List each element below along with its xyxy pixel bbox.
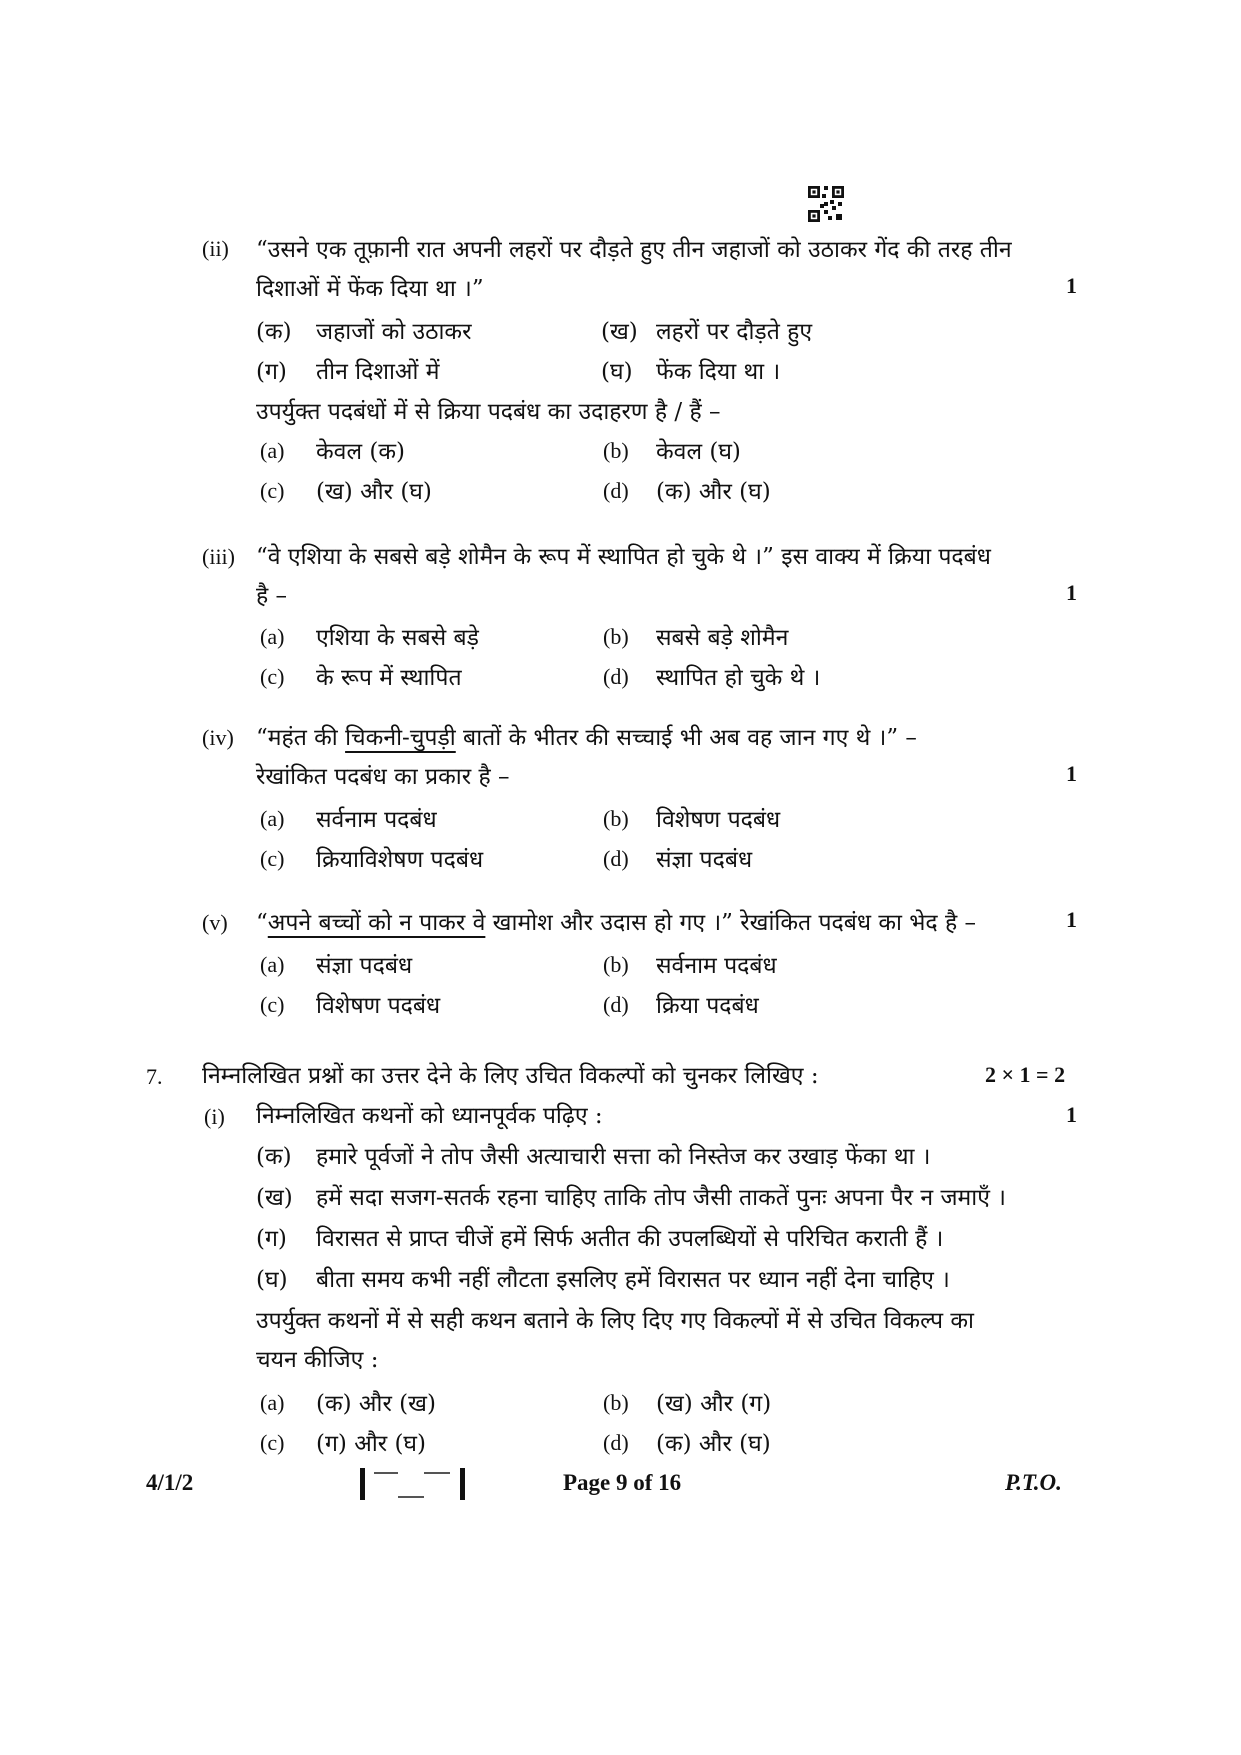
question-number: (iii) (202, 544, 235, 569)
option-label: (b) (603, 438, 629, 463)
question-number: (ii) (202, 236, 229, 261)
option-text: एशिया के सबसे बड़े (316, 625, 479, 651)
question-stem: उपर्युक्त पदबंधों में से क्रिया पदबंध का उदाहरण है / हैं – (256, 399, 721, 425)
text-segment: खामोश और उदास हो गए ।” रेखांकित पदबंध का भेद है – (485, 910, 976, 936)
option-label: (ग) (256, 359, 287, 385)
question-text: है – (256, 583, 288, 609)
option-text: संज्ञा पदबंध (316, 953, 413, 979)
statement-label: (घ) (256, 1267, 288, 1293)
question-marks: 2 × 1 = 2 (985, 1062, 1066, 1087)
option-text: (क) और (ख) (316, 1391, 436, 1417)
option-label: (d) (603, 478, 629, 503)
option-text: स्थापित हो चुके थे । (656, 665, 821, 691)
text-segment: “महंत की (256, 725, 346, 751)
option-text: लहरों पर दौड़ते हुए (656, 319, 813, 345)
option-label: (c) (260, 846, 285, 871)
option-text: विशेषण पदबंध (316, 993, 441, 1019)
option-text: केवल (क) (316, 439, 405, 465)
statement-label: (क) (256, 1144, 292, 1170)
statement-text: हमें सदा सजग-सतर्क रहना चाहिए ताकि तोप जैसी ताकतें पुनः अपना पैर न जमाएँ । (316, 1185, 1007, 1211)
option-text: के रूप में स्थापित (316, 665, 462, 691)
option-label: (b) (603, 806, 629, 831)
question-number: (iv) (202, 725, 234, 750)
statement-text: हमारे पूर्वजों ने तोप जैसी अत्याचारी सत्ता को निस्तेज कर उखाड़ फेंका था । (316, 1144, 931, 1170)
question-number: (i) (204, 1104, 225, 1129)
option-text: (क) और (घ) (656, 1431, 771, 1457)
text-segment: बातों के भीतर की सच्चाई भी अब वह जान गए थे ।” – (455, 725, 917, 751)
option-label: (c) (260, 664, 285, 689)
option-label: (b) (603, 624, 629, 649)
option-text: (ख) और (घ) (316, 479, 432, 505)
statement-label: (ग) (256, 1226, 287, 1252)
question-text (256, 905, 976, 937)
page-number: Page 9 of 16 (563, 1470, 682, 1495)
option-text: सर्वनाम पदबंध (656, 953, 777, 979)
option-label: (a) (260, 952, 285, 977)
option-label: (c) (260, 1430, 285, 1455)
option-label: (a) (260, 1390, 285, 1415)
question-text: “उसने एक तूफ़ानी रात अपनी लहरों पर दौड़ते हुए तीन जहाजों को उठाकर गेंद की तरह तीन (256, 237, 1012, 263)
option-text: विशेषण पदबंध (656, 807, 781, 833)
option-text: सबसे बड़े शोमैन (656, 625, 789, 651)
underlined-phrase: अपने बच्चों को न पाकर वे (267, 910, 486, 936)
option-label: (ख) (601, 319, 638, 345)
text-segment: “ (256, 910, 268, 936)
question-marks: 1 (1066, 907, 1077, 932)
question-number: 7. (146, 1064, 163, 1089)
option-text: केवल (घ) (656, 439, 741, 465)
option-text: (क) और (घ) (656, 479, 771, 505)
option-label: (a) (260, 624, 285, 649)
question-marks: 1 (1066, 273, 1077, 298)
option-text: फेंक दिया था । (656, 359, 781, 385)
option-label: (d) (603, 1430, 629, 1455)
option-label: (a) (260, 438, 285, 463)
pto-label: P.T.O. (1005, 1470, 1062, 1495)
qr-code-icon (808, 186, 844, 222)
option-text: जहाजों को उठाकर (316, 319, 472, 345)
option-text: (ग) और (घ) (316, 1431, 426, 1457)
statement-label: (ख) (256, 1185, 293, 1211)
question-stem: निम्नलिखित प्रश्नों का उत्तर देने के लिए उचित विकल्पों को चुनकर लिखिए : (202, 1063, 819, 1089)
question-text: रेखांकित पदबंध का प्रकार है – (256, 764, 510, 790)
barcode-icon (360, 1466, 468, 1502)
option-text: तीन दिशाओं में (316, 359, 440, 385)
option-text: संज्ञा पदबंध (656, 847, 753, 873)
question-stem: चयन कीजिए : (256, 1347, 379, 1373)
question-text: निम्नलिखित कथनों को ध्यानपूर्वक पढ़िए : (256, 1103, 603, 1129)
option-label: (c) (260, 478, 285, 503)
question-text: “वे एशिया के सबसे बड़े शोमैन के रूप में स्थापित हो चुके थे ।” इस वाक्य में क्रिया पदबंध (256, 544, 991, 570)
option-label: (c) (260, 992, 285, 1017)
option-label: (d) (603, 846, 629, 871)
question-marks: 1 (1066, 761, 1077, 786)
question-marks: 1 (1066, 1102, 1077, 1127)
paper-code: 4/1/2 (146, 1470, 194, 1495)
option-text: सर्वनाम पदबंध (316, 807, 437, 833)
option-label: (d) (603, 664, 629, 689)
option-text: (ख) और (ग) (656, 1391, 772, 1417)
option-label: (घ) (601, 359, 633, 385)
question-text (256, 720, 917, 752)
option-text: क्रियाविशेषण पदबंध (316, 847, 484, 873)
option-label: (a) (260, 806, 285, 831)
option-label: (b) (603, 1390, 629, 1415)
option-text: क्रिया पदबंध (656, 993, 759, 1019)
statement-text: विरासत से प्राप्त चीजें हमें सिर्फ अतीत की उपलब्धियों से परिचित कराती हैं । (316, 1226, 944, 1252)
underlined-phrase: चिकनी-चुपड़ी (345, 725, 456, 751)
question-stem: उपर्युक्त कथनों में से सही कथन बताने के लिए दिए गए विकल्पों में से उचित विकल्प का (256, 1308, 974, 1334)
question-number: (v) (202, 910, 228, 935)
statement-text: बीता समय कभी नहीं लौटता इसलिए हमें विरासत पर ध्यान नहीं देना चाहिए । (316, 1267, 950, 1293)
option-label: (क) (256, 319, 292, 345)
option-label: (d) (603, 992, 629, 1017)
option-label: (b) (603, 952, 629, 977)
question-text: दिशाओं में फेंक दिया था ।” (256, 276, 484, 302)
question-marks: 1 (1066, 580, 1077, 605)
